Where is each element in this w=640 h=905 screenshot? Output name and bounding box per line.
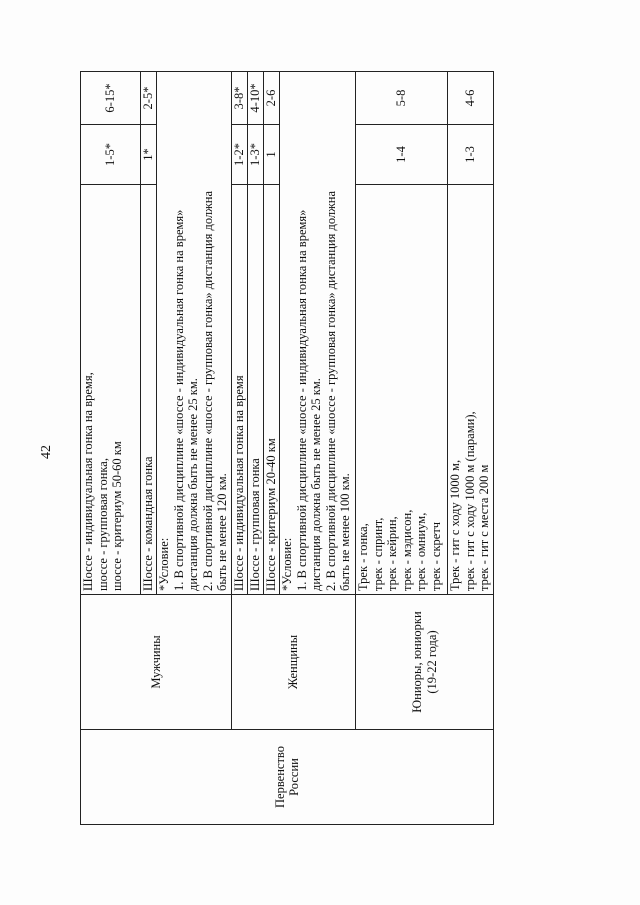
note-line: дистанция должна быть не менее 25 км. <box>309 378 323 591</box>
note-line: быть не менее 100 км. <box>338 473 352 591</box>
place-range-1: 1* <box>141 125 157 185</box>
table-row <box>232 72 248 825</box>
note-line: 1. В спортивной дисциплине «шоссе - индивидуальная гонка на время» <box>171 209 186 591</box>
place-range-2: 4-10* <box>248 72 264 125</box>
group-men-cell <box>81 595 232 730</box>
event-line: трек - гит с ходу 1000 м (парами), <box>462 411 477 591</box>
place-range-1: 1 <box>264 125 280 185</box>
event-line: Трек - гит с ходу 1000 м, <box>448 459 462 591</box>
event-line: трек - омниум, <box>414 512 428 591</box>
event-line: трек - спринт, <box>370 517 385 591</box>
event-line: трек - гит с места 200 м <box>477 464 491 591</box>
place-range-1: 1-2* <box>232 125 248 185</box>
place-range-2: 2-5* <box>141 72 157 125</box>
event-line: трек - скретч <box>428 521 443 591</box>
table-row <box>81 72 141 825</box>
note-line: 1. В спортивной дисциплине «шоссе - индивидуальная гонка на время» <box>294 209 309 591</box>
place-range-2: 4-6 <box>448 72 494 125</box>
group-women-cell <box>232 595 356 730</box>
note-line: *Условие: <box>280 537 294 591</box>
championship-label: Первенство России <box>272 746 301 808</box>
place-range-1: 1-3 <box>448 125 494 185</box>
place-range-2: 3-8* <box>232 72 248 125</box>
group-women-label: Женщины <box>286 634 301 690</box>
ranking-table <box>80 71 494 825</box>
note-line: *Условие: <box>157 537 171 591</box>
table-row <box>356 72 448 825</box>
event-line: Трек - гонка, <box>356 523 370 591</box>
event-cell <box>81 185 141 595</box>
place-range-1: 1-3* <box>248 125 264 185</box>
event-cell: Шоссе - индивидуальная гонка на время <box>232 185 248 595</box>
event-cell <box>448 185 494 595</box>
condition-note-women <box>280 72 356 595</box>
table-wrapper <box>80 72 491 825</box>
event-line: Шоссе - индивидуальная гонка на время, <box>81 372 95 591</box>
page-number: 42 <box>39 445 54 459</box>
rotated-table-container <box>80 72 491 825</box>
group-juniors-age: (19-22 года) <box>424 630 439 694</box>
event-line: шоссе - критериум 50-60 км <box>110 441 124 591</box>
event-cell: Шоссе - групповая гонка <box>248 185 264 595</box>
note-line: 2. В спортивной дисциплине «шоссе - групповая гонка» дистанция должна <box>200 190 215 591</box>
event-line: Шоссе - командная гонка <box>141 456 155 591</box>
event-cell: Шоссе - критериум 20-40 км <box>264 185 280 595</box>
event-cell <box>356 185 448 595</box>
note-line: дистанция должна быть не менее 25 км. <box>186 378 200 591</box>
note-line: 2. В спортивной дисциплине «шоссе - групповая гонка» дистанция должна <box>323 190 338 591</box>
note-line: быть не менее 120 км. <box>215 473 229 591</box>
place-range-2: 5-8 <box>356 72 448 125</box>
place-range-1: 1-5* <box>81 125 141 185</box>
group-men-label: Мужчины <box>148 635 163 689</box>
place-range-2: 2-6 <box>264 72 280 125</box>
event-line: шоссе - групповая гонка, <box>95 458 110 591</box>
group-juniors-label: Юниоры, юниорки <box>410 611 424 713</box>
event-line: трек - мэдисон, <box>399 509 414 591</box>
condition-note-men <box>157 72 232 595</box>
event-line: трек - кейрин, <box>385 516 399 591</box>
event-cell <box>141 185 157 595</box>
place-range-2: 6-15* <box>81 72 141 125</box>
championship-cell <box>81 730 494 825</box>
place-range-1: 1-4 <box>356 125 448 185</box>
group-juniors-cell <box>356 595 494 730</box>
